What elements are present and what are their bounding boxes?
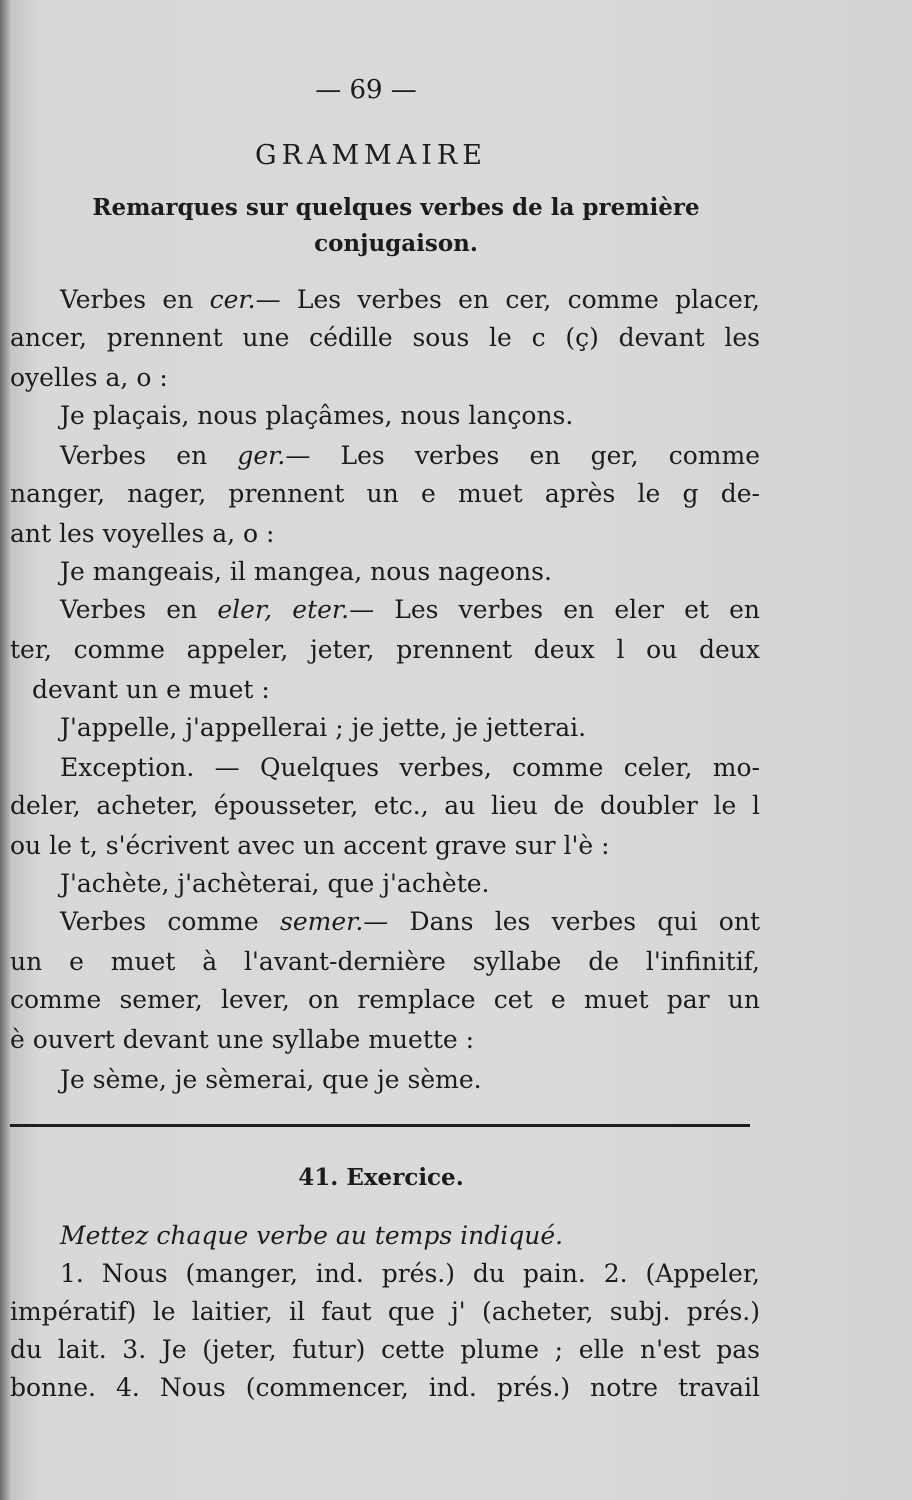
para-semer-label: Verbes comme	[60, 907, 280, 936]
para-semer-example: Je sème, je sèmerai, que je sème.	[60, 1065, 482, 1094]
para-ger-line-2: nanger, nager, prennent un e muet après le g de-	[10, 479, 760, 508]
exercise-instruction-text: Mettez chaque verbe au temps indiqué.	[60, 1221, 564, 1250]
para-eler-line-2: ter, comme appeler, jeter, prennent deux l ou deux	[10, 635, 760, 664]
para-exception-line-3: ou le t, s'écrivent avec un accent grave sur l'è :	[10, 831, 610, 860]
para-exception-example: J'achète, j'achèterai, que j'achète.	[60, 869, 490, 898]
para-eler-example: J'appelle, j'appellerai ; je jette, je jetterai.	[60, 713, 587, 742]
para-exception-line-2: deler, acheter, épousseter, etc., au lieu de doubler le l	[10, 791, 760, 820]
para-cer-term: cer.	[209, 285, 256, 314]
para-cer-line-3: oyelles a, o :	[10, 363, 168, 392]
para-semer-line-3: comme semer, lever, on remplace cet e muet par un	[10, 985, 760, 1014]
section-divider	[10, 1124, 750, 1127]
para-exception-line-1	[10, 750, 760, 786]
para-cer-label: Verbes en	[60, 285, 210, 314]
exercise-line-3: du lait. 3. Je (jeter, futur) cette plume ; elle n'est pas	[10, 1335, 760, 1364]
para-ger-example: Je mangeais, il mangea, nous nageons.	[60, 557, 552, 586]
subtitle-line-2: conjugaison.	[314, 230, 478, 257]
para-semer-term: semer.	[279, 907, 364, 936]
para-ger-label: Verbes en	[60, 441, 238, 470]
para-ger-line-1	[10, 438, 760, 474]
book-gutter	[0, 0, 10, 1500]
subtitle-line-1: Remarques sur quelques verbes de la première	[92, 194, 700, 221]
exercise-line-4: bonne. 4. Nous (commencer, ind. prés.) notre travail	[10, 1373, 760, 1402]
exercise-instruction	[10, 1218, 760, 1254]
para-ger-line-3: ant les voyelles a, o :	[10, 519, 275, 548]
para-cer-rest: — Les verbes en cer, comme placer,	[255, 285, 760, 314]
para-semer-line-4: è ouvert devant une syllabe muette :	[10, 1025, 475, 1054]
para-eler-line-3: devant un e muet :	[32, 675, 270, 704]
para-ger-rest: — Les verbes en ger, comme	[285, 441, 760, 470]
para-semer-rest: — Dans les verbes qui ont	[363, 907, 761, 936]
para-eler-line-1	[10, 592, 760, 628]
para-semer-line-2: un e muet à l'avant-dernière syllabe de l'infinitif,	[10, 947, 760, 976]
para-cer-example: Je plaçais, nous plaçâmes, nous lançons.	[60, 401, 574, 430]
exercise-line-1: 1. Nous (manger, ind. prés.) du pain. 2. (Appeler,	[60, 1259, 760, 1288]
para-exception-label: Exception.	[60, 753, 195, 782]
para-cer-line-1	[10, 282, 760, 318]
para-ger-term: ger.	[237, 441, 286, 470]
page-number: — 69 —	[315, 75, 417, 105]
para-exception-rest: — Quelques verbes, comme celer, mo-	[214, 753, 760, 782]
exercise-line-2: impératif) le laitier, il faut que j' (acheter, subj. prés.)	[10, 1297, 760, 1326]
para-eler-rest: — Les verbes en eler et en	[349, 595, 760, 624]
para-eler-label: Verbes en	[60, 595, 218, 624]
para-cer-line-2: ancer, prennent une cédille sous le c (ç) devant les	[10, 323, 760, 352]
exercise-title: 41. Exercice.	[298, 1164, 464, 1191]
para-eler-term: eler, eter.	[217, 595, 350, 624]
para-semer-line-1	[10, 904, 760, 940]
section-title: GRAMMAIRE	[255, 140, 487, 171]
book-page	[10, 0, 912, 1500]
